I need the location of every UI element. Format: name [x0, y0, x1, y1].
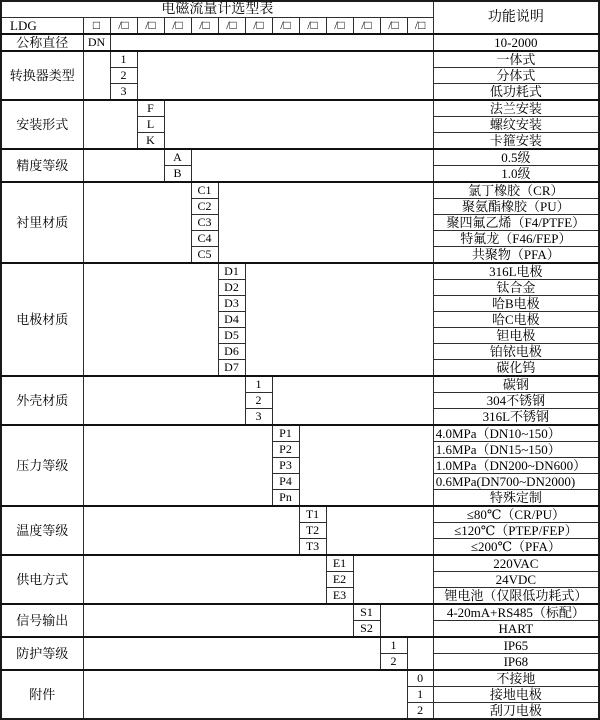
section-4-code-4: C5	[191, 247, 218, 264]
section-3-code-0: A	[164, 149, 191, 166]
section-10-label: 信号输出	[1, 604, 83, 637]
section-4-desc-2: 聚四氟乙烯（F4/PTFE）	[433, 215, 599, 231]
model-slot-box-1: /□	[137, 18, 164, 35]
section-6-label: 外壳材质	[1, 376, 83, 425]
section-4-code-1: C2	[191, 199, 218, 215]
section-5-code-1: D2	[218, 280, 245, 296]
section-9-right-span	[353, 555, 433, 604]
model-slot-box-4: /□	[218, 18, 245, 35]
model-slot-box-8: /□	[326, 18, 353, 35]
section-12-label: 附件	[1, 670, 83, 719]
section-4-desc-0: 氯丁橡胶（CR）	[433, 182, 599, 199]
section-10-code-0: S1	[353, 604, 380, 621]
section-12-desc-1: 接地电极	[433, 687, 599, 703]
section-7-desc-4: 特殊定制	[433, 490, 599, 507]
section-2-right-span	[164, 100, 433, 149]
model-slot-box-7: /□	[299, 18, 326, 35]
model-base-box: □	[83, 18, 110, 35]
model-slot-box-11: /□	[407, 18, 433, 35]
section-7-desc-3: 0.6MPa(DN700~DN2000)	[433, 474, 599, 490]
model-slot-box-3: /□	[191, 18, 218, 35]
model-prefix: LDG	[1, 18, 83, 35]
section-12-code-0: 0	[407, 670, 433, 687]
section-9-left-span	[83, 555, 326, 604]
section-3-code-1: B	[164, 166, 191, 183]
section-10-code-1: S2	[353, 621, 380, 638]
section-7-desc-1: 1.6MPa（DN15~150）	[433, 442, 599, 458]
section-5-desc-6: 碳化钨	[433, 360, 599, 377]
section-11-desc-0: IP65	[433, 637, 599, 654]
section-0-code-0: DN	[83, 34, 110, 51]
section-9-label: 供电方式	[1, 555, 83, 604]
section-4-code-3: C4	[191, 231, 218, 247]
section-4-left-span	[83, 182, 191, 263]
section-4-desc-4: 共聚物（PFA）	[433, 247, 599, 264]
section-9-code-0: E1	[326, 555, 353, 572]
section-2-desc-0: 法兰安装	[433, 100, 599, 117]
section-4-code-2: C3	[191, 215, 218, 231]
section-4-desc-3: 特氟龙（F46/FEP）	[433, 231, 599, 247]
section-6-code-2: 3	[245, 409, 272, 426]
section-8-desc-2: ≤200℃（PFA）	[433, 539, 599, 556]
model-slot-box-5: /□	[245, 18, 272, 35]
section-1-desc-1: 分体式	[433, 68, 599, 84]
section-8-desc-0: ≤80℃（CR/PU）	[433, 506, 599, 523]
section-8-label: 温度等级	[1, 506, 83, 555]
section-12-code-2: 2	[407, 703, 433, 720]
section-5-desc-3: 哈C电极	[433, 312, 599, 328]
section-5-code-5: D6	[218, 344, 245, 360]
section-5-desc-0: 316L电极	[433, 263, 599, 280]
section-5-code-2: D3	[218, 296, 245, 312]
section-6-desc-1: 304不锈钢	[433, 393, 599, 409]
section-5-label: 电极材质	[1, 263, 83, 376]
section-4-label: 衬里材质	[1, 182, 83, 263]
section-3-desc-0: 0.5级	[433, 149, 599, 166]
section-2-left-span	[83, 100, 137, 149]
section-6-desc-2: 316L不锈钢	[433, 409, 599, 426]
model-slot-box-10: /□	[380, 18, 407, 35]
section-10-desc-1: HART	[433, 621, 599, 638]
section-6-left-span	[83, 376, 245, 425]
section-1-code-1: 2	[110, 68, 137, 84]
section-4-right-span	[218, 182, 433, 263]
section-8-code-2: T3	[299, 539, 326, 556]
section-1-code-0: 1	[110, 51, 137, 68]
section-7-code-2: P3	[272, 458, 299, 474]
section-8-code-0: T1	[299, 506, 326, 523]
section-10-left-span	[83, 604, 353, 637]
function-column-header: 功能说明	[433, 1, 599, 34]
section-6-code-1: 2	[245, 393, 272, 409]
section-11-label: 防护等级	[1, 637, 83, 670]
section-9-code-2: E3	[326, 588, 353, 605]
section-0-desc-0: 10-2000	[433, 34, 599, 51]
section-6-right-span	[272, 376, 433, 425]
section-11-desc-1: IP68	[433, 654, 599, 671]
section-7-code-0: P1	[272, 425, 299, 442]
section-7-desc-0: 4.0MPa（DN10~150）	[433, 425, 599, 442]
section-2-code-0: F	[137, 100, 164, 117]
section-5-code-6: D7	[218, 360, 245, 377]
section-4-code-0: C1	[191, 182, 218, 199]
model-slot-box-9: /□	[353, 18, 380, 35]
section-8-right-span	[326, 506, 433, 555]
section-1-label: 转换器类型	[1, 51, 83, 100]
section-0-right-span	[110, 34, 433, 51]
model-slot-box-0: /□	[110, 18, 137, 35]
section-11-code-1: 2	[380, 654, 407, 671]
section-2-desc-2: 卡箍安装	[433, 133, 599, 150]
model-slot-box-6: /□	[272, 18, 299, 35]
section-2-desc-1: 螺纹安装	[433, 117, 599, 133]
section-12-left-span	[83, 670, 407, 719]
section-2-label: 安装形式	[1, 100, 83, 149]
section-3-desc-1: 1.0级	[433, 166, 599, 183]
section-3-label: 精度等级	[1, 149, 83, 182]
section-7-code-3: P4	[272, 474, 299, 490]
model-slot-box-2: /□	[164, 18, 191, 35]
section-7-left-span	[83, 425, 272, 506]
section-5-desc-2: 哈B电极	[433, 296, 599, 312]
section-11-right-span	[407, 637, 433, 670]
section-1-desc-2: 低功耗式	[433, 84, 599, 101]
section-7-right-span	[299, 425, 433, 506]
section-5-code-3: D4	[218, 312, 245, 328]
table-title: 电磁流量计选型表	[1, 1, 433, 18]
section-12-code-1: 1	[407, 687, 433, 703]
section-7-label: 压力等级	[1, 425, 83, 506]
section-1-desc-0: 一体式	[433, 51, 599, 68]
section-9-code-1: E2	[326, 572, 353, 588]
section-8-desc-1: ≤120℃（PTEP/FEP）	[433, 523, 599, 539]
section-7-code-1: P2	[272, 442, 299, 458]
section-10-desc-0: 4-20mA+RS485（标配）	[433, 604, 599, 621]
section-1-left-span	[83, 51, 110, 100]
section-12-desc-2: 刮刀电极	[433, 703, 599, 720]
section-0-label: 公称直径	[1, 34, 83, 51]
section-11-code-0: 1	[380, 637, 407, 654]
section-6-desc-0: 碳钢	[433, 376, 599, 393]
section-2-code-2: K	[137, 133, 164, 150]
section-5-right-span	[245, 263, 433, 376]
section-1-right-span	[137, 51, 433, 100]
section-11-left-span	[83, 637, 380, 670]
section-9-desc-2: 锂电池（仅限低功耗式）	[433, 588, 599, 605]
section-7-code-4: Pn	[272, 490, 299, 507]
section-5-desc-5: 铂铱电极	[433, 344, 599, 360]
section-4-desc-1: 聚氨酯橡胶（PU）	[433, 199, 599, 215]
section-5-code-4: D5	[218, 328, 245, 344]
section-9-desc-0: 220VAC	[433, 555, 599, 572]
section-8-code-1: T2	[299, 523, 326, 539]
section-6-code-0: 1	[245, 376, 272, 393]
section-5-desc-4: 钽电极	[433, 328, 599, 344]
section-5-left-span	[83, 263, 218, 376]
section-12-desc-0: 不接地	[433, 670, 599, 687]
section-5-desc-1: 钛合金	[433, 280, 599, 296]
section-3-left-span	[83, 149, 164, 182]
section-5-code-0: D1	[218, 263, 245, 280]
section-9-desc-1: 24VDC	[433, 572, 599, 588]
section-3-right-span	[191, 149, 433, 182]
section-7-desc-2: 1.0MPa（DN200~DN600）	[433, 458, 599, 474]
section-2-code-1: L	[137, 117, 164, 133]
section-1-code-2: 3	[110, 84, 137, 101]
section-10-right-span	[380, 604, 433, 637]
section-8-left-span	[83, 506, 299, 555]
